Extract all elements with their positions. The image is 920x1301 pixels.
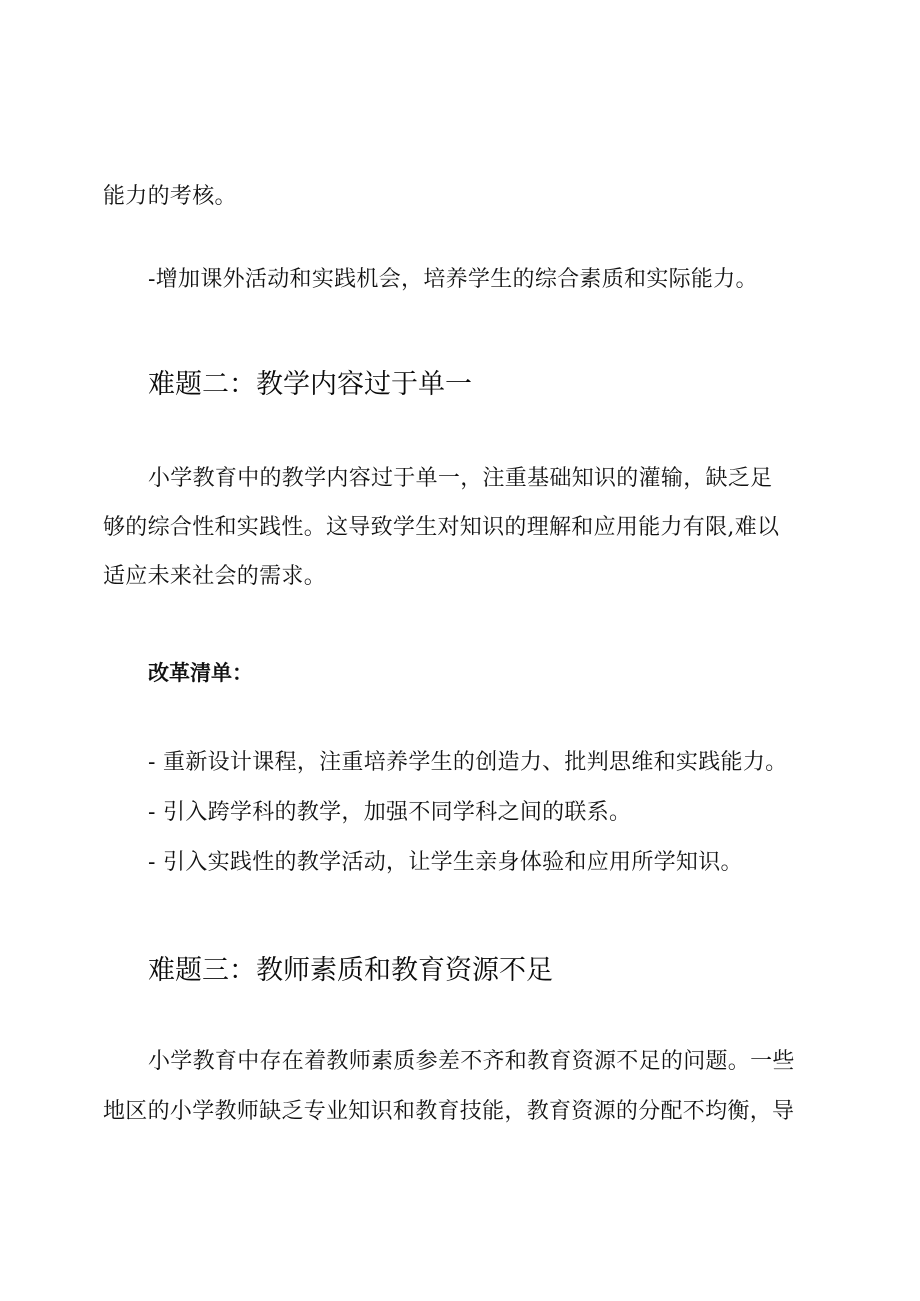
section-3-title: 难题三：教师素质和教育资源不足 [148,955,553,986]
continuation-text: 能力的考核。 [103,184,237,209]
section-2-paragraph-line-3: 适应未来社会的需求。 [103,564,327,589]
section-3-paragraph-line-2: 地区的小学教师缺乏专业知识和教育技能，教育资源的分配不均衡，导 [103,1099,795,1124]
section-2-paragraph-line-2: 够的综合性和实践性。这导致学生对知识的理解和应用能力有限,难以 [103,515,780,540]
activity-bullet: -增加课外活动和实践机会，培养学生的综合素质和实际能力。 [148,267,758,292]
reform-item: - 引入实践性的教学活动，让学生亲身体验和应用所学知识。 [148,850,743,875]
section-3-paragraph-line-1: 小学教育中存在着教师素质参差不齐和教育资源不足的问题。一些 [148,1049,795,1074]
reform-list-label: 改革清单： [148,661,253,685]
section-2-title: 难题二：教学内容过于单一 [148,369,472,400]
section-2-paragraph-line-1: 小学教育中的教学内容过于单一，注重基础知识的灌输，缺乏足 [148,466,773,491]
reform-item: - 引入跨学科的教学，加强不同学科之间的联系。 [148,800,632,825]
reform-item: - 重新设计课程，注重培养学生的创造力、批判思维和实践能力。 [148,750,788,775]
